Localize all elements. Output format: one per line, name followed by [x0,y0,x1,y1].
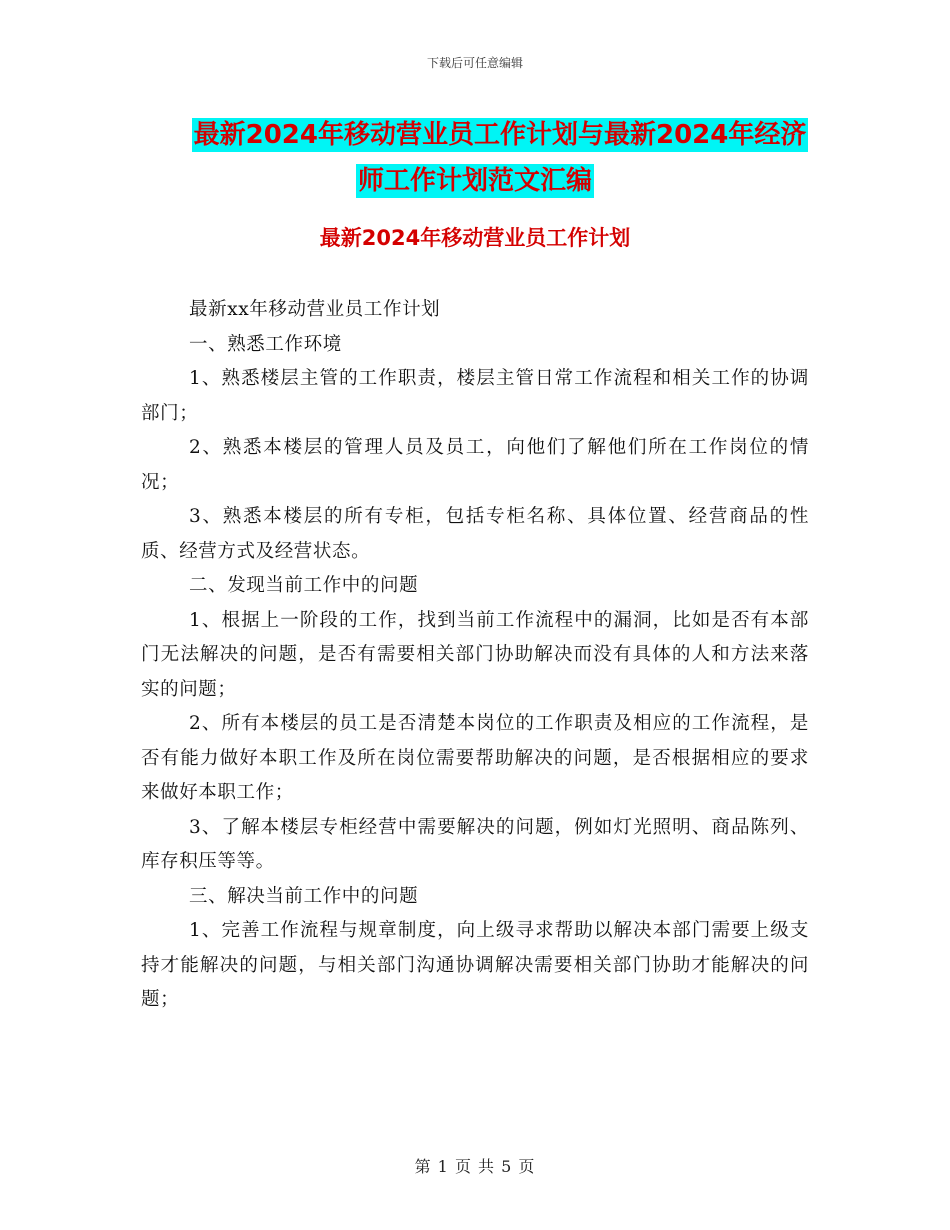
paragraph: 三、解决当前工作中的问题 [189,885,419,907]
paragraph: 二、发现当前工作中的问题 [189,575,419,596]
paragraph: 3、熟悉本楼层的所有专柜，包括专柜名称、具体位置、经营商品的性质、经营方式及经营状态。 [141,506,809,562]
title-line-1: 最新2024年移动营业员工作计划与最新2024年经济 [193,120,807,150]
paragraph: 2、所有本楼层的员工是否清楚本岗位的工作职责及相应的工作流程，是否有能力做好本职工作及所在岗位需要帮助解决的问题，是否根据相应的要求来做好本职工作； [141,713,809,803]
paragraph: 一、熟悉工作环境 [189,333,342,355]
body-text [141,293,809,1018]
section-title: 最新2024年移动营业员工作计划 [319,226,631,250]
paragraph: 1、熟悉楼层主管的工作职责，楼层主管日常工作流程和相关工作的协调部门； [141,368,809,424]
paragraph: 1、根据上一阶段的工作，找到当前工作流程中的漏洞，比如是否有本部门无法解决的问题，是否有需要相关部门协助解决而没有具体的人和方法来落实的问题； [141,609,809,700]
header-note: 下载后可任意编辑 [426,56,523,70]
paragraph: 最新xx年移动营业员工作计划 [189,299,441,320]
paragraph: 2、熟悉本楼层的管理人员及员工，向他们了解他们所在工作岗位的情况； [141,437,809,493]
paragraph: 1、完善工作流程与规章制度，向上级寻求帮助以解决本部门需要上级支持才能解决的问题，与相关部门沟通协调解决需要相关部门协助才能解决的问题； [141,920,809,1010]
page-number: 第 1 页 共 5 页 [414,1157,536,1176]
paragraph: 3、了解本楼层专柜经营中需要解决的问题，例如灯光照明、商品陈列、库存积压等等。 [141,816,809,872]
title-line-2: 师工作计划范文汇编 [357,166,592,196]
document-title [0,112,950,204]
